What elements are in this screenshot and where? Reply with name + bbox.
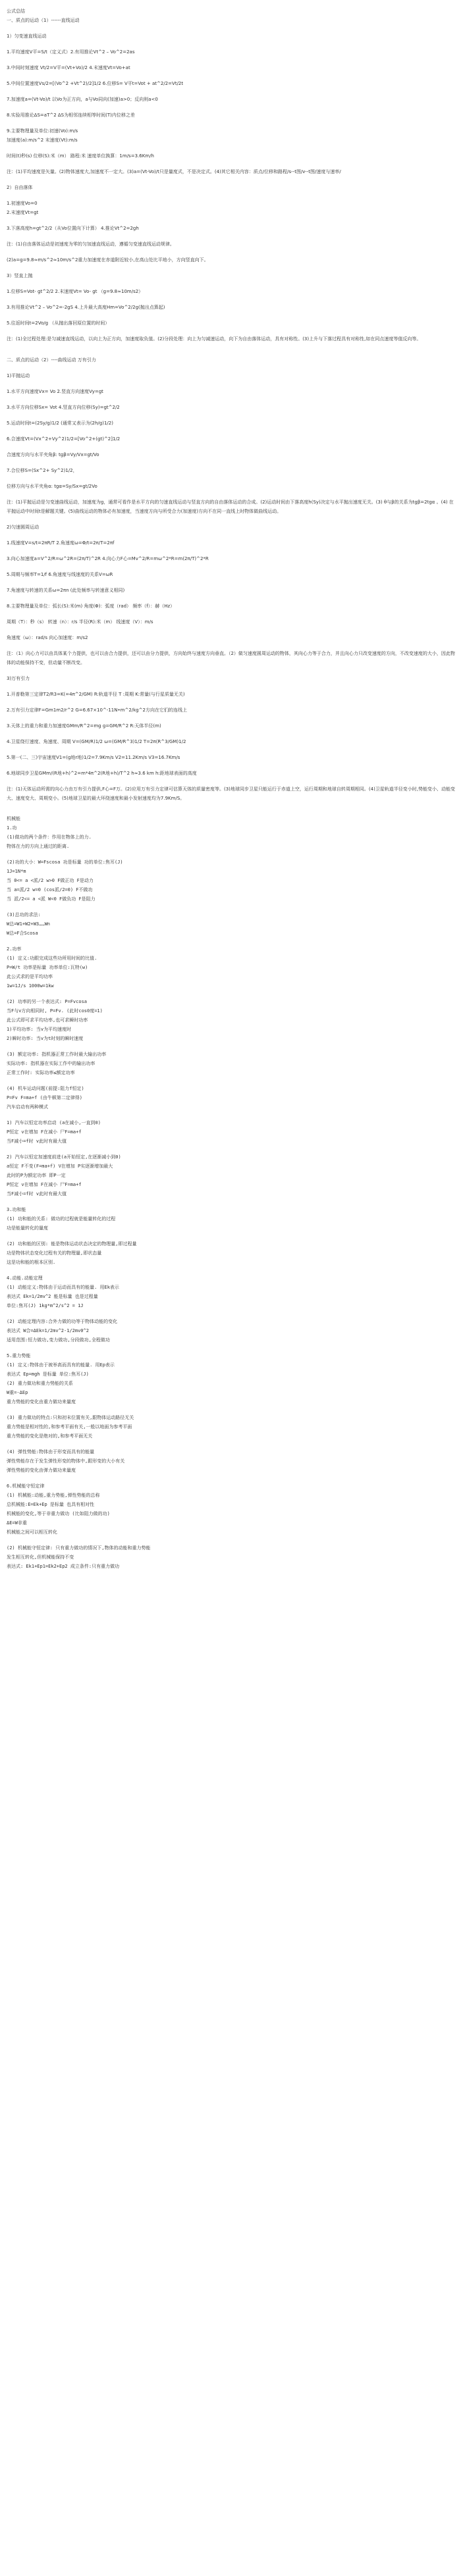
text-line: P恒定 v在增加 F在减小 尸F=ma+f [7,1182,82,1187]
formula-line: 7.角速度与转速的关系ω=2πn (此处频率与转速意义相同) [7,588,125,593]
text-line: (1) 功和能的关系: 做功的过程就是能量转化的过程 [7,1216,116,1222]
text-line: 当F减小=f时 v此时有最大值 [7,1139,67,1144]
text-line: (1) 机械能:动能,重力势能,弹性势能的总称 [7,1493,100,1498]
text-line: 重力势能的变化由重力做功来量度 [7,1399,76,1404]
formula-line: 7.加速度a=(Vt-Vo)/t 以Vo为正方向，a与Vo同向(加速)a>0；反向则a<0 [7,97,158,102]
text-line: 重力势能是相对性的,和参考平面有关,一般以地面为参考平面 [7,1424,132,1430]
text-line: 表达式 Ek=1/2mv^2 能是标量 也是过程量 [7,1294,98,1299]
subsection-heading: 2)匀速圆周运动 [7,525,40,530]
formula-line: 1.初速度Vo=0 [7,201,38,206]
text-line: (1) 动能定义:物体由于运动而具有的能量. 用Ek表示 [7,1285,119,1290]
formula-line: 1.开普勒第三定律T2/R3=K(=4π^2/GM) R:轨道半径 T :周期 K:常量(与行星质量无关) [7,692,185,697]
formula-line: 位移方向与水平夹角α: tgα=Sy/Sx=gt/2Vo [7,484,97,489]
text-line: 1w=1J/s 1000w=1kw [7,983,54,989]
subsection-heading: 2）自由落体 [7,185,33,190]
formula-line: 5.第一(二、三)宇宙速度V1=(g地r地)1/2=7.9Km/s V2=11.2Km/s V3=16.7Km/s [7,755,180,760]
formula-line: 时间(t)秒(s) 位移(S):米（m） 路程:米 速度单位换算：1m/s=3.6Km/h [7,153,154,159]
formula-line: 1.位移S=Vot- gt^2/2 2.末速度Vt= Vo- gt （g=9.8≈10m/s2） [7,289,144,294]
formula-line: 6.地球同步卫星GMm/(R地+h)^2=m*4π^2(R地+h)/T^2 h≈3.6 km h:距地球表面的高度 [7,771,197,776]
text-line: 发生相互转化,但机械能保持不变 [7,1555,74,1560]
text-line: 此公式即可求平均功率,也可求瞬时功率 [7,1018,88,1023]
text-line: (2) 动能定理内容:合外力做的功等于物体动能的变化 [7,1319,118,1324]
doc-title: 公式总结 [7,9,25,14]
subsection-heading: 3）竖直上抛 [7,273,33,278]
text-line: 表达式 W合=ΔEk=1/2mv^2-1/2mv0^2 [7,1328,89,1333]
note-paragraph: 注：(1)平均速度是矢量。(2)物体速度大,加速度不一定大。(3)a=(Vt-Vo)/t只是量度式，不是决定式。(4)其它相关内容：质点/位移和路程/s--t图/v--t图/速度与速率/ [7,169,341,174]
text-line: W总=W1+W2+W3……Wn [7,921,51,927]
text-line: ΔE=W非重 [7,1520,27,1526]
text-line: 机械能之间可以相互转化 [7,1530,57,1535]
note-paragraph: 注：（1）向心力可以由具体某个力提供，也可以由合力提供，还可以由分力提供，方向始终与速度方向垂直。（2）做匀速度圆周运动的物体，其向心力等于合力，并且向心力只改变速度的方向，不改变速度的大小，因此物体的动能保持不变，但动量不断改变。 [7,651,455,665]
text-line: 总机械能:E=Ek+Ep 是标量 也具有相对性 [7,1502,95,1507]
formula-line: 角速度（ω）：rad/s 向心加速度：m/s2 [7,635,88,640]
text-line: (3) 额定功率: 指机器正常工作时最大输出功率 [7,1052,107,1057]
text-line: a恒定 F不变(F=ma+f) V在增加 P实逐渐增加最大 [7,1164,113,1169]
note-paragraph: 注：(1)天体运动所需的向心力由万有引力提供,F心=F万。(2)应用万有引力定律可估算天体的质量密度等。(3)地球同步卫星只能运行于赤道上空，运行周期和地球自转周期相同。(4)卫星轨道半径变小时,势能变小、动能变大、速度变大、周期变小。(5)地球卫星的最大环绕速度和最小发射速度均为7.9Km/S。 [7,786,456,801]
text-line: P=W/t 功率是标量 功率单位:瓦特(w) [7,965,88,970]
section-2-heading: 二、质点的运动（2）----曲线运动 万有引力 [7,357,96,363]
text-line: (1)做功的两个条件：作用在物体上的力. [7,835,92,840]
text-line: 物体在力的方向上通过的距离. [7,844,70,849]
text-line: 重力势能的变化是绝对的,和参考平面无关 [7,1433,93,1439]
formula-line: 1.平均速度V平=S/t（定义式）2.有用推论Vt^2 – Vo^2=2as [7,49,135,55]
text-line: (2) 机械能守恒定律: 只有重力做功的情况下,物体的动能和重力势能 [7,1545,151,1551]
text-line: 功是能量转化的量度 [7,1225,48,1231]
note-paragraph: 注：(1)自由落体运动是初速度为零的匀加速直线运动，遵循匀变速直线运动规律。 [7,242,175,247]
text-line: 当F减小=f时 v此时有最大值 [7,1191,67,1197]
text-line: 当 0<= a <派/2 w>0 F做正功 F是动力 [7,878,94,883]
formula-line: 3.水平方向位移Sx= Vot 4.竖直方向位移(Sy)=gt^2/2 [7,405,120,410]
text-line: (3) 重力做功的特点:只和初末位置有关,跟物体运动路径无关 [7,1415,134,1420]
formula-line: 合速度方向与水平夹角β: tgβ=Vy/Vx=gt/Vo [7,452,99,457]
subsection-heading: 6.机械能守恒定律 [7,1483,45,1489]
text-line: (4) 弹性势能:物体由于形变而具有的能量 [7,1449,95,1455]
text-line: (1) 定义:物体由于被举高而具有的能量. 用Ep表示 [7,1362,115,1368]
subsection-heading: 2.功率 [7,946,22,952]
formula-line: 4.卫星绕行速度、角速度、周期 V=(GM/R)1/2 ω=(GM/R^3)1/2 T=2π(R^3/GM)1/2 [7,739,186,744]
text-line: 单位:焦耳(J) 1kg*m^2/s^2 = 1J [7,1303,84,1308]
formula-line: 5.周期与频率T=1/f 6.角速度与线速度的关系V=ωR [7,572,113,577]
formula-line: 7.合位移S=(Sx^2+ Sy^2)1/2， [7,468,78,473]
text-line: (1) 定义:功跟完成这些功所用时间的比值. [7,956,97,961]
text-line: 表达式 Ep=mgh 是标量 单位:焦耳(J) [7,1372,89,1377]
subsection-heading: 5.重力势能 [7,1353,31,1358]
note-paragraph: 注：(1)全过程处理:是匀减速直线运动，以向上为正方向，加速度取负值。(2)分段处理：向上为匀减速运动，向下为自由落体运动，具有对称性。(3)上升与下落过程具有对称性,如在同点速度等值反向等。 [7,336,422,342]
text-line: 1) 汽车以恒定功率启动 (a在减小,一直到0) [7,1120,101,1125]
text-line: 表达式: Ek1+Ep1=Ek2+Ep2 成立条件:只有重力做功 [7,1564,120,1569]
formula-line: 5.中间位置速度Vs/2=[(Vo^2 +Vt^2)/2]1/2 6.位移S= V平t=Vot + at^2/2=Vt/2t [7,81,184,86]
formula-line: 3.下落高度h=gt^2/2（从Vo位置向下计算） 4.推论Vt^2=2gh [7,226,139,231]
text-line: (2) 重力做功和重力势能的关系 [7,1381,73,1386]
subsection-heading: 3)万有引力 [7,676,30,681]
text-line: (2) 功和能的区别: 能是物体运动状态决定的物理量,即过程量 [7,1241,137,1247]
formula-line: 周期（T）：秒（s） 转速（n）：r/s 半径(R):米（m） 线速度（V）：m/s [7,619,153,625]
text-line: 当F与v方向相同时, P=Fv. (此时cos0度=1) [7,1008,103,1014]
formula-line: 3.中间时刻速度 Vt/2=V平=(Vt+Vo)/2 4.末速度Vt=Vo+at [7,65,130,70]
text-line: (2) 功率的另一个表达式: P=Fvcosa [7,999,88,1004]
text-line: 1)平均功率: 当v为平均速度时 [7,1027,72,1032]
text-line: 弹性势能存在于发生弹性形变的物体中,跟形变的大小有关 [7,1458,125,1464]
text-line: 1J=1N*m [7,869,26,874]
formula-line: 3.向心加速度a=V^2/R=ω^2R=(2π/T)^2R 4.向心力F心=Mv^2/R=mω^2*R=m(2π/T)^2*R [7,556,209,561]
formula-line: 8.实验用推论ΔS=aT^2 ΔS为相邻连续相等时间(T)内位移之差 [7,113,135,118]
formula-line: 1.线速度V=s/t=2πR/T 2.角速度ω=Φ/t=2π/T=2πf [7,540,115,546]
text-line: 弹性势能的变化由弹力做功来量度 [7,1468,76,1473]
formula-line: 3.有用推论Vt^2 – Vo^2=-2gS 4.上升最大高度Hm=Vo^2/2g(抛出点算起) [7,305,165,310]
text-line: 功是物体状态变化过程有关的物理量,即状态量 [7,1250,102,1256]
section-1-heading: 一、质点的运动（1）------直线运动 [7,18,80,23]
text-line: W总=F合Scosa [7,931,38,936]
text-line: 适用范围:恒力做功,变力做功,分段做功,全程做功 [7,1337,110,1343]
formula-line: 5.运动时间t=(2Sy/g)1/2 (通常又表示为(2h/g)1/2) [7,421,113,426]
text-line: 汽车启动有两种模式 [7,1104,48,1110]
text-line: 正常工作时: 实际功率≤额定功率 [7,1070,75,1075]
formula-line: 6.合速度Vt=(Vx^2+Vy^2)1/2=[Vo^2+(gt)^2]1/2 [7,436,121,442]
subsection-heading: 3.功和能 [7,1207,26,1212]
subsection-heading: 1.功 [7,825,17,831]
text-line: 此公式求的是平均功率 [7,974,53,979]
formula-line: 8.主要物理量及单位：弧长(S):米(m) 角度(Φ)：弧度（rad） 频率（f）：赫（Hz） [7,604,175,609]
formula-line: 5.往返时间t=2Vo/g （从抛出落回原位置的时间） [7,321,110,326]
subsection-heading: 1)平抛运动 [7,373,30,378]
formula-line: 1.水平方向速度Vx= Vo 2.竖直方向速度Vy=gt [7,389,103,394]
formula-line: 3.天体上的重力和重力加速度GMm/R^2=mg g=GM/R^2 R:天体半径(m) [7,723,161,729]
text-line: P=Fv F=ma+f (由牛顿第二定律得) [7,1095,83,1100]
text-line: 机械能的变化,等于非重力做功 (比如阻力做的功) [7,1511,110,1516]
text-line: 2)瞬时功率: 当v为t时刻的瞬时速度 [7,1036,84,1041]
text-line: 这是功和能的根本区别. [7,1260,56,1265]
text-line: P恒定 v在增加 F在减小 尸F=ma+f [7,1129,82,1135]
formula-line: 2.末速度Vt=gt [7,210,39,215]
text-line: 实际功率: 指机器在实际工作中的输出功率 [7,1061,95,1066]
text-line: 此时的P为额定功率 即P一定 [7,1173,66,1178]
text-line: (3)总功的求法: [7,912,41,917]
text-line: 当 a=派/2 w=0 (cos派/2=0) F不做功 [7,887,93,892]
subsection-heading: 1）匀变速直线运动 [7,34,47,39]
text-line: 当 派/2<= a <派 W<0 F做负功 F是阻力 [7,896,95,902]
formula-line: 2.万有引力定律F=Gm1m2/r^2 G=6.67×10^-11N•m^2/kg^2方向在它们的连线上 [7,708,187,713]
note-paragraph: (2)a=g=9.8≈m/s^2≈10m/s^2重力加速度在赤道附近较小,在高山处比平地小，方向竖直向下。 [7,257,209,263]
formula-line: 9.主要物理量及单位:初速(Vo):m/s [7,128,78,134]
text-line: 2) 汽车以恒定加速度前进(a开始恒定,在逐渐减小到0) [7,1154,121,1160]
section-3-heading: 机械能 [7,816,20,821]
formula-line: 加速度(a):m/s^2 末速度(Vt):m/s [7,138,78,143]
text-line: W重=-ΔEp [7,1390,28,1395]
text-line: (4) 机车运动问题(前提:阻力f恒定) [7,1086,84,1091]
note-paragraph: 注：(1)平抛运动是匀变速曲线运动，加速度为g，通常可看作是水平方向的匀速直线运动与竖直方向的自由落体运动的合成。(2)运动时间由下落高度h(Sy)决定与水平抛出速度无关。(3) θ与β的关系为tgβ=2tgα 。(4) 在平抛运动中时间t是解题关键。(5)曲线运动的物体必有加速度，当速度方向与所受合力(加速度)方向不在同一直线上时物体做曲线运动。 [7,500,454,514]
text-line: (2)功的大小：W=Fscosa 功是标量 功的单位:焦耳(J) [7,860,123,865]
subsection-heading: 4.动能.动能定理 [7,1275,43,1281]
